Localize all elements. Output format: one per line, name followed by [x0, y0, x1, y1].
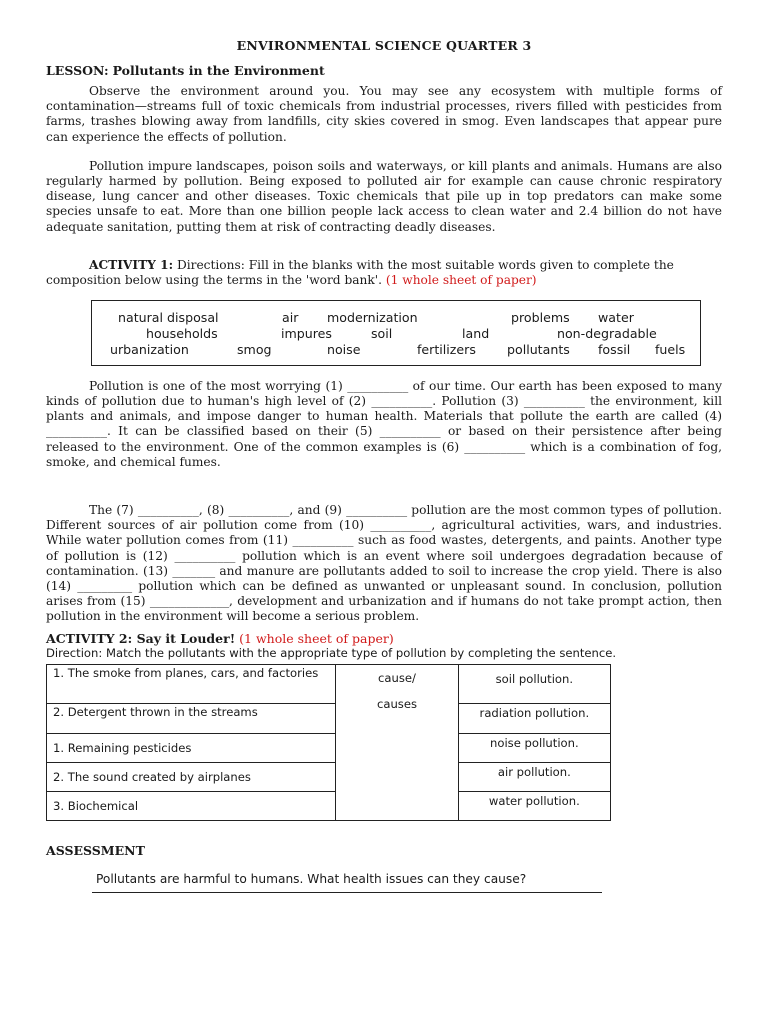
pollution-type-cell: noise pollution. [458, 733, 610, 762]
assessment-heading: ASSESSMENT [46, 842, 145, 858]
pollutant-cell: 1. Remaining pesticides [47, 733, 336, 762]
word-bank-term: natural disposal [118, 309, 219, 325]
table-row [47, 703, 611, 733]
word-bank-term: fuels [655, 341, 686, 357]
activity1-directions-text: Directions: Fill in the blanks with the most suitable words given to complete the composition below using the terms in the 'word bank'. [46, 257, 674, 288]
lesson-heading [46, 63, 722, 78]
word-bank-term: problems [511, 309, 570, 325]
intro-paragraph-1: Observe the environment around you. You may see any ecosystem with multiple forms of contamination—streams full of toxic chemicals from industrial processes, rivers filled with pesticides from farms, trashes blowing away from landfills, city skies covered in smog. Even landscapes that appear pure can experience the effects of pollution. [46, 84, 722, 144]
table-row [47, 762, 611, 791]
activity1-directions [46, 258, 722, 289]
pollution-type-cell: air pollution. [458, 762, 610, 791]
word-bank-term: households [146, 325, 218, 341]
pollutant-cell: 1. The smoke from planes, cars, and factories [47, 664, 336, 703]
activity2-note: (1 whole sheet of paper) [239, 630, 394, 646]
answer-line [92, 888, 602, 893]
word-bank-term: pollutants [507, 341, 570, 357]
word-bank-term: soil [371, 325, 393, 341]
matching-table [46, 664, 611, 821]
pollution-type-cell: soil pollution. [458, 664, 610, 703]
activity1-note: (1 whole sheet of paper) [385, 273, 537, 288]
word-bank-term: water [598, 309, 634, 325]
word-bank-term: fossil [598, 341, 631, 357]
causes-label: causes [376, 696, 418, 711]
activity1-label: ACTIVITY 1: [89, 257, 174, 272]
pollutant-cell: 2. The sound created by airplanes [47, 762, 336, 791]
cause-cell [336, 664, 458, 820]
worksheet-page [46, 38, 722, 893]
intro-paragraph-2: Pollution impure landscapes, poison soils and waterways, or kill plants and animals. Humans are also regularly harmed by pollution. Being exposed to polluted air for example can cause chronic respiratory disease, lung cancer and other diseases. Toxic chemicals that pile up in top predators can make some species unsafe to eat. More than one billion people lack access to clean water and 2.4 billion do not have adequate sanitation, putting them at risk of contracting deadly diseases. [46, 158, 722, 234]
pollution-type-cell: water pollution. [458, 791, 610, 820]
page-title: ENVIRONMENTAL SCIENCE QUARTER 3 [236, 38, 532, 53]
word-bank [91, 300, 701, 366]
word-bank-term: air [282, 309, 299, 325]
table-row [47, 664, 611, 703]
lesson-label: LESSON: [46, 63, 109, 78]
word-bank-term: modernization [327, 309, 418, 325]
word-bank-term: impures [281, 325, 332, 341]
activity2-direction: Direction: Match the pollutants with the appropriate type of pollution by completing the sentence. [46, 645, 617, 660]
composition-paragraph-1: Pollution is one of the most worrying (1) __________ of our time. Our earth has been exposed to many kinds of pollution due to human's high level of (2) __________. Pollution (3) __________ the environment, kill plants and animals, and impose danger to human health. Materials that pollute the earth are called (4) __________. It can be classified based on their (5) __________ or based on their persistence after being released to the environment. One of the common examples is (6) __________ which is a combination of fog, smoke, and chemical fumes. [46, 378, 722, 469]
table-row [47, 733, 611, 762]
composition-paragraph-2: The (7) __________, (8) __________, and (9) __________ pollution are the most common types of pollution. Different sources of air pollution come from (10) __________, agricultural activities, wars, and industries. While water pollution comes from (11) __________ such as food wastes, detergents, and paints. Another type of pollution is (12) __________ pollution which is an event where soil undergoes degradation because of contamination. (13) _______ and manure are pollutants added to soil to increase the crop yield. There is also (14) _________ pollution which can be defined as unwanted or unpleasant sound. In conclusion, pollution arises from (15) _____________, development and urbanization and if humans do not take prompt action, then pollution in the environment will become a serious problem. [46, 503, 722, 624]
word-bank-term: fertilizers [417, 341, 476, 357]
activity2-label: ACTIVITY 2: Say it Louder! [46, 630, 236, 646]
lesson-title: Pollutants in the Environment [112, 63, 325, 78]
word-bank-term: urbanization [110, 341, 189, 357]
pollutant-cell: 2. Detergent thrown in the streams [47, 703, 336, 733]
word-bank-term: non-degradable [557, 325, 657, 341]
word-bank-term: smog [237, 341, 272, 357]
pollutant-cell: 3. Biochemical [47, 791, 336, 820]
word-bank-term: land [462, 325, 490, 341]
activity2-heading [46, 631, 722, 646]
word-bank-term: noise [327, 341, 361, 357]
pollution-type-cell: radiation pollution. [458, 703, 610, 733]
table-row [47, 791, 611, 820]
assessment-question: Pollutants are harmful to humans. What health issues can they cause? [96, 871, 527, 886]
cause-label: cause/ [378, 670, 416, 685]
